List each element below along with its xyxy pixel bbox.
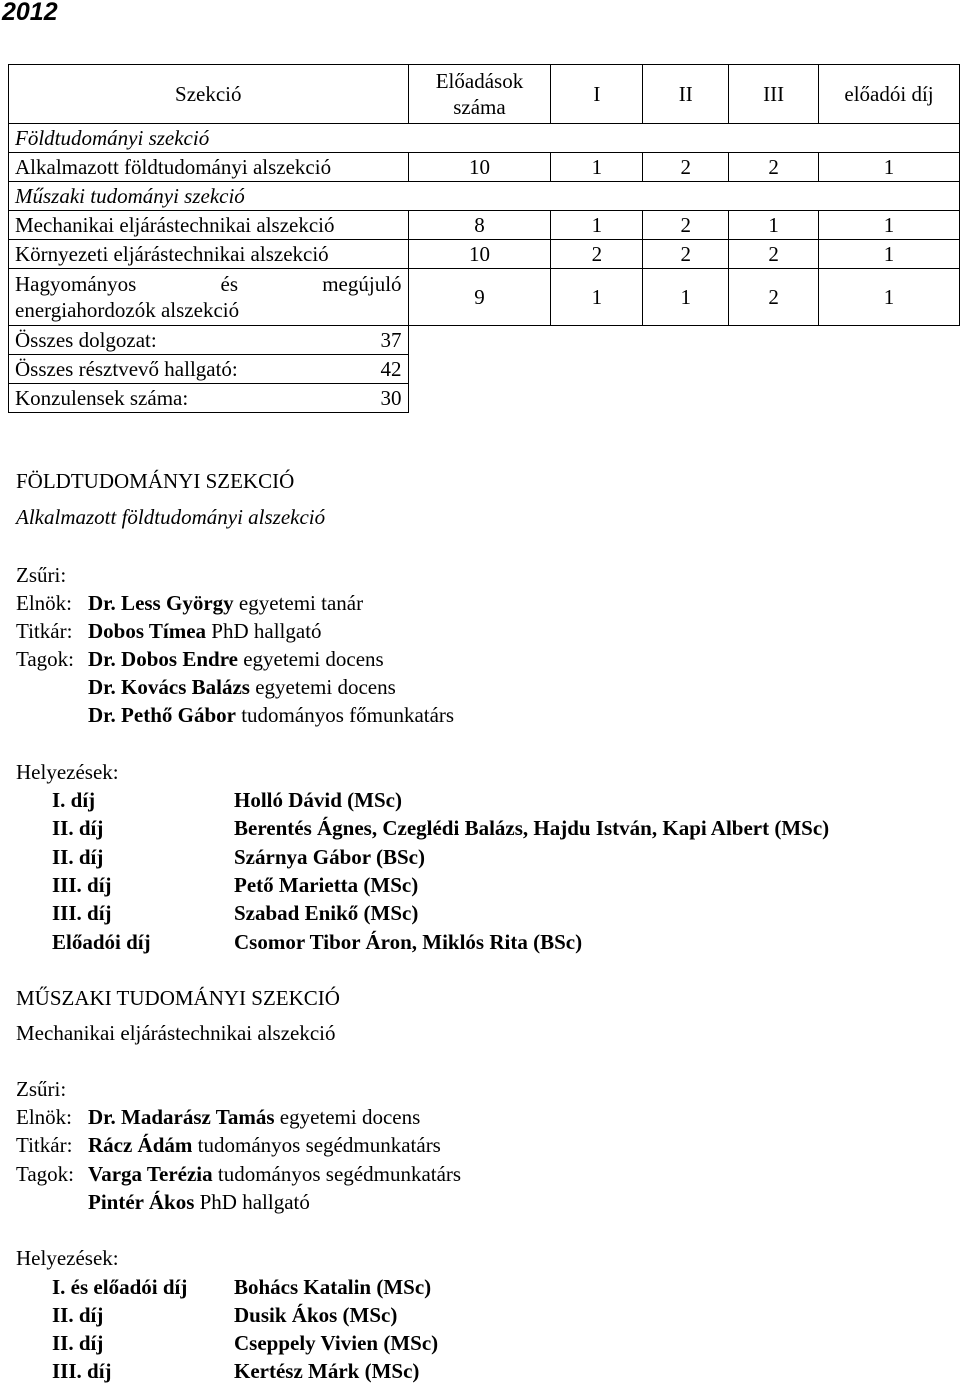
eng-jury-row [16, 1162, 74, 1187]
row-label-line2: energiahordozók alszekció [15, 298, 240, 322]
eng-jury-row [88, 1190, 310, 1215]
table-row [9, 124, 960, 153]
statistics-table [8, 64, 960, 413]
geo-jury-row [16, 591, 72, 616]
cell-second: 2 [643, 211, 729, 240]
geo-prize: III. díj [52, 901, 112, 925]
jury-name: Dr. Madarász Tamás [88, 1105, 275, 1129]
total-label: Összes résztvevő hallgató: [15, 356, 238, 381]
eng-jury-label: Zsűri: [16, 1077, 67, 1101]
table-row [9, 182, 960, 211]
jury-name: Dobos Tímea [88, 619, 207, 643]
geo-prize: II. díj [52, 816, 104, 840]
cell-presenter: 1 [819, 240, 960, 269]
eng-jury-row [16, 1105, 72, 1130]
totals-row [9, 326, 960, 355]
eng-jury-row [88, 1105, 420, 1130]
jury-role: Elnök: [16, 591, 72, 615]
eng-section-title: MŰSZAKI TUDOMÁNYI SZEKCIÓ [16, 986, 340, 1010]
cell-first: 1 [551, 153, 643, 182]
header-first: I [551, 65, 643, 124]
jury-title: egyetemi docens [255, 675, 396, 699]
row-label [9, 269, 409, 326]
row-label-line1: Hagyományos és megújuló [15, 272, 402, 296]
geo-prize: I. díj [52, 788, 96, 812]
eng-subsection-title: Mechanikai eljárástechnikai alszekció [16, 1021, 336, 1045]
header-talks: Előadások száma [408, 65, 551, 124]
geo-prize: III. díj [52, 873, 112, 897]
eng-jury-row [16, 1133, 72, 1158]
jury-name: Varga Terézia [88, 1162, 213, 1186]
jury-name: Dr. Pethő Gábor [88, 703, 236, 727]
geo-jury-label: Zsűri: [16, 563, 67, 587]
jury-title: egyetemi docens [279, 1105, 421, 1129]
geo-jury-row [88, 647, 384, 672]
cell-second: 1 [643, 269, 729, 326]
totals-row [9, 355, 960, 384]
cell-first: 2 [551, 240, 643, 269]
total-label: Összes dolgozat: [15, 327, 157, 352]
cell-presenter: 1 [819, 269, 960, 326]
table-row [9, 240, 960, 269]
eng-jury-row [88, 1133, 441, 1158]
eng-winners: Cseppely Vivien (MSc) [234, 1331, 439, 1355]
eng-jury-row [88, 1162, 461, 1187]
geo-prize: II. díj [52, 845, 104, 869]
jury-title: PhD hallgató [211, 619, 322, 643]
cell-talks: 9 [408, 269, 551, 326]
cell-talks: 8 [408, 211, 551, 240]
cell-talks: 10 [408, 153, 551, 182]
jury-title: egyetemi tanár [238, 591, 364, 615]
jury-name: Pintér Ákos [88, 1190, 195, 1214]
table-row [9, 269, 960, 326]
total-label: Konzulensek száma: [15, 385, 189, 410]
geo-winners: Szárnya Gábor (BSc) [234, 845, 425, 869]
jury-role: Tagok: [16, 1162, 75, 1186]
jury-role: Titkár: [16, 619, 73, 643]
total-value: 42 [380, 356, 402, 381]
jury-name: Dr. Less György [88, 591, 234, 615]
cell-third: 2 [729, 269, 819, 326]
cell-presenter: 1 [819, 211, 960, 240]
eng-prize: II. díj [52, 1331, 104, 1355]
row-label: Környezeti eljárástechnikai alszekció [9, 240, 409, 269]
cell-first: 1 [551, 211, 643, 240]
geo-winners: Szabad Enikő (MSc) [234, 901, 419, 925]
table-row [9, 211, 960, 240]
jury-name: Dr. Dobos Endre [88, 647, 238, 671]
jury-title: tudományos segédmunkatárs [197, 1133, 441, 1157]
geo-jury-row [88, 703, 454, 728]
year-heading: 2012 [2, 0, 58, 26]
cell-third: 1 [729, 211, 819, 240]
geo-jury-row [88, 619, 322, 644]
jury-role: Elnök: [16, 1105, 72, 1129]
eng-prize: III. díj [52, 1359, 112, 1383]
eng-prize: II. díj [52, 1303, 104, 1327]
eng-winners: Bohács Katalin (MSc) [234, 1275, 432, 1299]
eng-prize: I. és előadói díj [52, 1275, 188, 1299]
row-label: Mechanikai eljárástechnikai alszekció [9, 211, 409, 240]
header-presenter: előadói díj [819, 65, 960, 124]
geo-jury-row [16, 619, 72, 644]
geo-winners: Pető Marietta (MSc) [234, 873, 419, 897]
cell-first: 1 [551, 269, 643, 326]
section-row-label: Műszaki tudományi szekció [9, 182, 960, 211]
cell-third: 2 [729, 153, 819, 182]
cell-talks: 10 [408, 240, 551, 269]
eng-places-label: Helyezések: [16, 1246, 119, 1270]
geo-winners: Holló Dávid (MSc) [234, 788, 402, 812]
table-row [9, 153, 960, 182]
geo-winners: Berentés Ágnes, Czeglédi Balázs, Hajdu István, Kapi Albert (MSc) [234, 816, 830, 840]
geo-places-label: Helyezések: [16, 760, 119, 784]
total-value: 37 [380, 327, 402, 352]
jury-role: Titkár: [16, 1133, 73, 1157]
header-second: II [643, 65, 729, 124]
total-value: 30 [380, 385, 402, 410]
eng-winners: Dusik Ákos (MSc) [234, 1303, 398, 1327]
jury-title: PhD hallgató [199, 1190, 310, 1214]
cell-second: 2 [643, 153, 729, 182]
table-header-row [9, 65, 960, 124]
jury-title: tudományos segédmunkatárs [217, 1162, 462, 1186]
jury-title: tudományos főmunkatárs [241, 703, 455, 727]
cell-third: 2 [729, 240, 819, 269]
geo-prize: Előadói díj [52, 930, 151, 954]
totals-row [9, 384, 960, 413]
cell-presenter: 1 [819, 153, 960, 182]
jury-role: Tagok: [16, 647, 75, 671]
cell-second: 2 [643, 240, 729, 269]
geo-subsection-title: Alkalmazott földtudományi alszekció [16, 505, 326, 529]
geo-winners: Csomor Tibor Áron, Miklós Rita (BSc) [234, 930, 583, 954]
header-section: Szekció [9, 65, 409, 124]
geo-jury-row [16, 647, 74, 672]
eng-winners: Kertész Márk (MSc) [234, 1359, 420, 1383]
geo-jury-row [88, 591, 363, 616]
row-label: Alkalmazott földtudományi alszekció [9, 153, 409, 182]
jury-name: Rácz Ádám [88, 1133, 193, 1157]
geo-section-title: FÖLDTUDOMÁNYI SZEKCIÓ [16, 469, 295, 493]
jury-name: Dr. Kovács Balázs [88, 675, 250, 699]
header-third: III [729, 65, 819, 124]
jury-title: egyetemi docens [243, 647, 384, 671]
geo-jury-row [88, 675, 396, 700]
section-row-label: Földtudományi szekció [9, 124, 960, 153]
